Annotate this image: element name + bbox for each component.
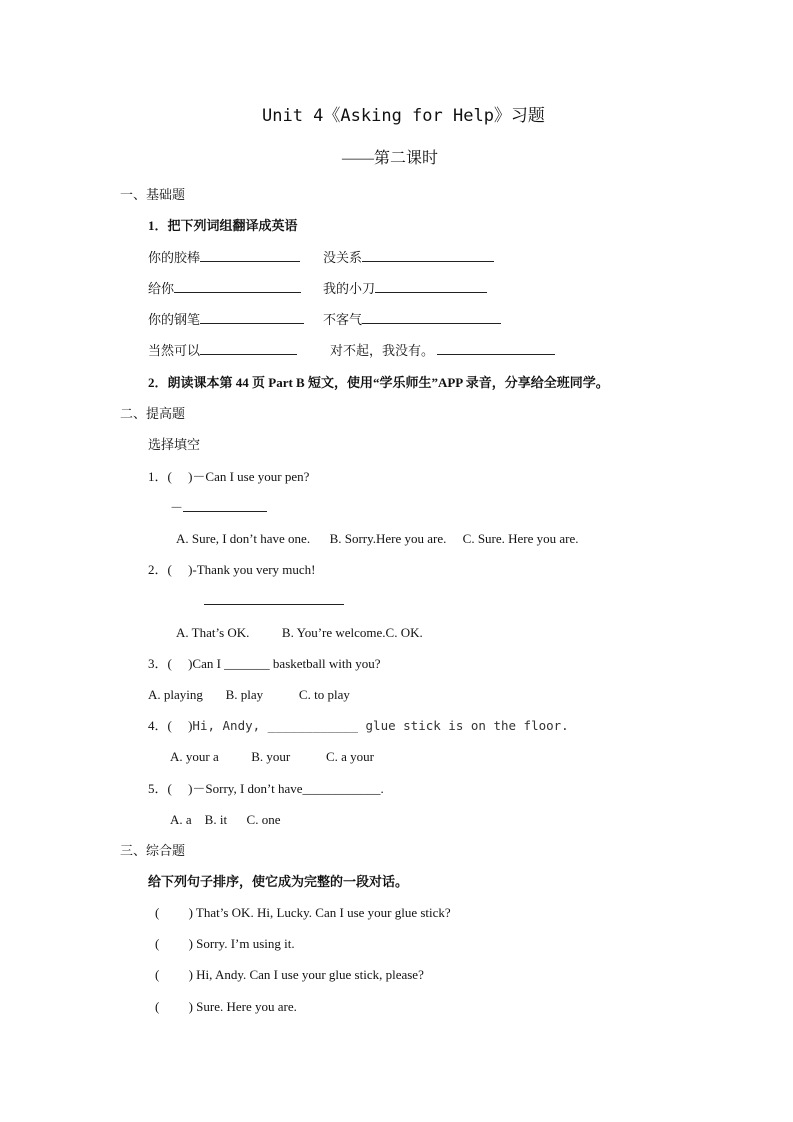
phrase-item: 给你 (148, 280, 301, 298)
answer-blank[interactable] (362, 311, 501, 324)
section-subheading: 选择填空 (148, 437, 201, 452)
answer-blank[interactable] (200, 249, 300, 262)
phrase-item: 不客气 (323, 311, 501, 329)
mc-question-2: 2．( )-Thank you very much! (148, 562, 316, 577)
page-subtitle: ——第二课时 (342, 150, 439, 167)
order-item: ( ) Sure. Here you are. (155, 999, 297, 1014)
question-2-title: 2．朗读课本第 44 页 Part B 短文，使用“学乐师生”APP 录音，分享给全班同学。 (148, 375, 609, 390)
section-subheading: 给下列句子排序，使它成为完整的一段对话。 (148, 874, 409, 889)
answer-blank[interactable] (204, 592, 344, 605)
answer-blank[interactable] (200, 311, 304, 324)
mc-options-3: A. playing B. play C. to play (148, 687, 350, 702)
order-item: ( ) That’s OK. Hi, Lucky. Can I use your glue stick? (155, 905, 451, 920)
mc-question-4: 4．( )Hi, Andy, ____________ glue stick is on the floor. (148, 718, 569, 733)
answer-blank[interactable] (362, 249, 494, 262)
mc-answer-line: － (170, 499, 267, 517)
page-title: Unit 4《Asking for Help》习题 (262, 106, 545, 126)
answer-blank[interactable] (183, 499, 267, 512)
mc-options-2: A. That’s OK. B. You’re welcome.C. OK. (176, 625, 423, 640)
mc-question-5: 5．( )－Sorry, I don’t have____________. (148, 781, 384, 796)
answer-blank[interactable] (174, 280, 301, 293)
order-item: ( ) Hi, Andy. Can I use your glue stick, please? (155, 967, 424, 982)
mc-options-4: A. your a B. your C. a your (170, 749, 375, 764)
mc-question-3: 3．( )Can I _______ basketball with you? (148, 656, 381, 671)
answer-blank[interactable] (437, 342, 555, 355)
mc-options-1: A. Sure, I don’t have one. B. Sorry.Here you are. C. Sure. Here you are. (176, 531, 579, 546)
mc-options-5: A. a B. it C. one (170, 812, 281, 827)
mc-answer-line (204, 592, 344, 610)
phrase-item: 我的小刀 (323, 280, 487, 298)
phrase-item: 你的胶棒 (148, 249, 300, 267)
phrase-item: 当然可以 (148, 342, 297, 360)
order-item: ( ) Sorry. I’m using it. (155, 936, 295, 951)
section-heading-basic: 一、基础题 (120, 187, 186, 202)
phrase-item: 没关系 (323, 249, 494, 267)
phrase-item: 你的钢笔 (148, 311, 304, 329)
section-heading-advanced: 二、提高题 (120, 406, 186, 421)
mc-question-1: 1．( )－Can I use your pen? (148, 469, 310, 484)
answer-blank[interactable] (375, 280, 487, 293)
question-1-title: 1．把下列词组翻译成英语 (148, 218, 298, 233)
answer-blank[interactable] (200, 342, 297, 355)
section-heading-comprehensive: 三、综合题 (120, 843, 186, 858)
phrase-item: 对不起，我没有。 (330, 342, 555, 360)
